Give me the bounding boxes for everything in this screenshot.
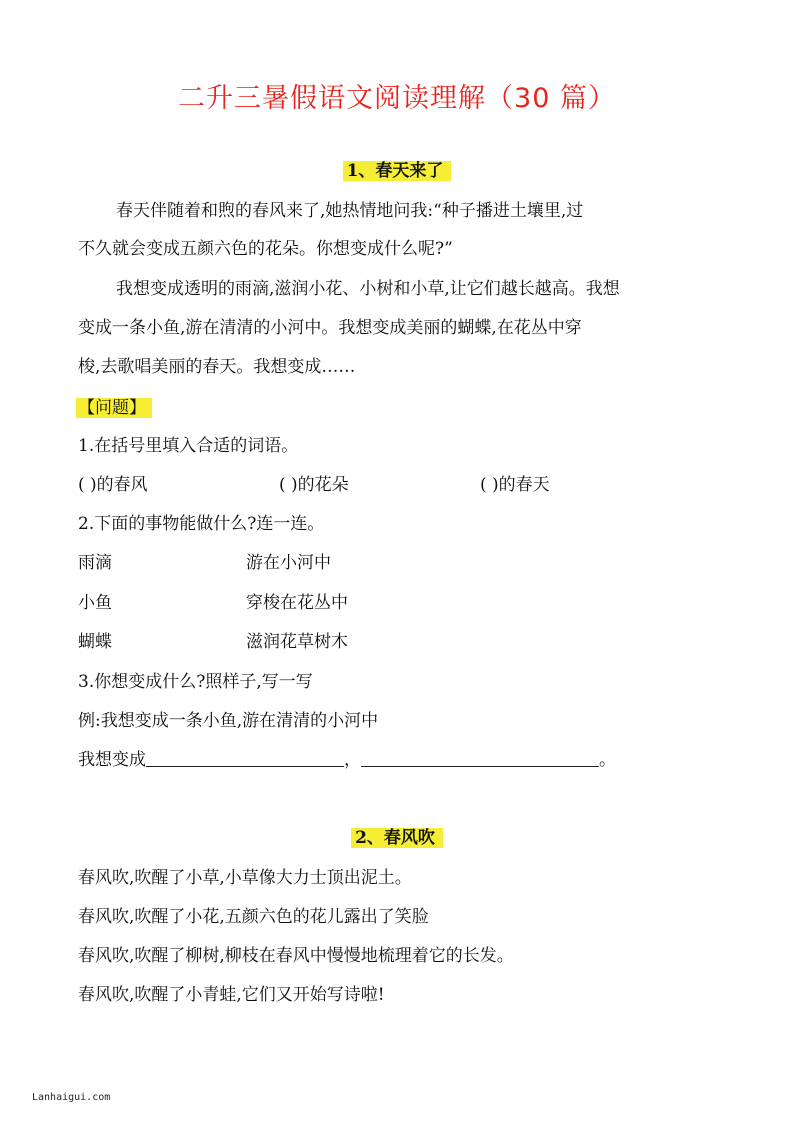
poem-line: 春风吹,吹醒了小草,小草像大力士顶出泥土。 (78, 868, 412, 888)
answer-comma: ， (344, 750, 361, 770)
section2-heading (0, 827, 794, 849)
poem-line: 春风吹,吹醒了柳树,柳枝在春风中慢慢地梳理着它的长发。 (78, 946, 514, 966)
page-title: 二升三暑假语文阅读理解（30 篇） (178, 83, 616, 114)
answer-end: 。 (599, 750, 616, 770)
q2-right-item: 滋润花草树木 (246, 632, 348, 652)
story1-para1-line2: 不久就会变成五颜六色的花朵。你想变成什么呢?” (78, 239, 453, 259)
q2-right-item: 游在小河中 (246, 553, 331, 573)
answer-prefix: 我想变成 (78, 750, 146, 770)
question-2: 2.下面的事物能做什么?连一连。 (78, 514, 325, 534)
q1-blank-3: ( )的春天 (480, 475, 550, 495)
answer-blank-2[interactable] (361, 754, 599, 767)
section2-heading-text: 2、春风吹 (351, 828, 443, 848)
poem-line: 春风吹,吹醒了小花,五颜六色的花儿露出了笑脸 (78, 907, 429, 927)
answer-blank-1[interactable] (146, 754, 344, 767)
poem-line: 春风吹,吹醒了小青蛙,它们又开始写诗啦! (78, 985, 385, 1005)
question-tag (76, 396, 152, 420)
question-tag-text: 【问题】 (76, 398, 152, 418)
section1-heading-text: 1、春天来了 (343, 161, 452, 181)
q2-right-item: 穿梭在花丛中 (246, 593, 348, 613)
question-3: 3.你想变成什么?照样子,写一写 (78, 672, 313, 692)
q2-left-item: 蝴蝶 (78, 632, 112, 652)
story1-para2-line2: 变成一条小鱼,游在清清的小河中。我想变成美丽的蝴蝶,在花丛中穿 (78, 318, 582, 338)
question-1: 1.在括号里填入合适的词语。 (78, 436, 299, 456)
q2-left-item: 小鱼 (78, 593, 112, 613)
story1-para2-line1: 我想变成透明的雨滴,滋润小花、小树和小草,让它们越长越高。我想 (116, 279, 620, 299)
footer-watermark: Lanhaigui.com (32, 1092, 111, 1103)
q1-blank-2: ( )的花朵 (279, 475, 349, 495)
q2-left-item: 雨滴 (78, 553, 112, 573)
story1-para1-line1: 春天伴随着和煦的春风来了,她热情地问我:“种子播进土壤里,过 (116, 201, 584, 221)
q1-blank-1: ( )的春风 (78, 475, 148, 495)
story1-para2-line3: 梭,去歌唱美丽的春天。我想变成…… (78, 357, 356, 377)
question-3-answer-line (78, 748, 616, 772)
question-3-example: 例:我想变成一条小鱼,游在清清的小河中 (78, 711, 379, 731)
section1-heading (0, 160, 794, 182)
